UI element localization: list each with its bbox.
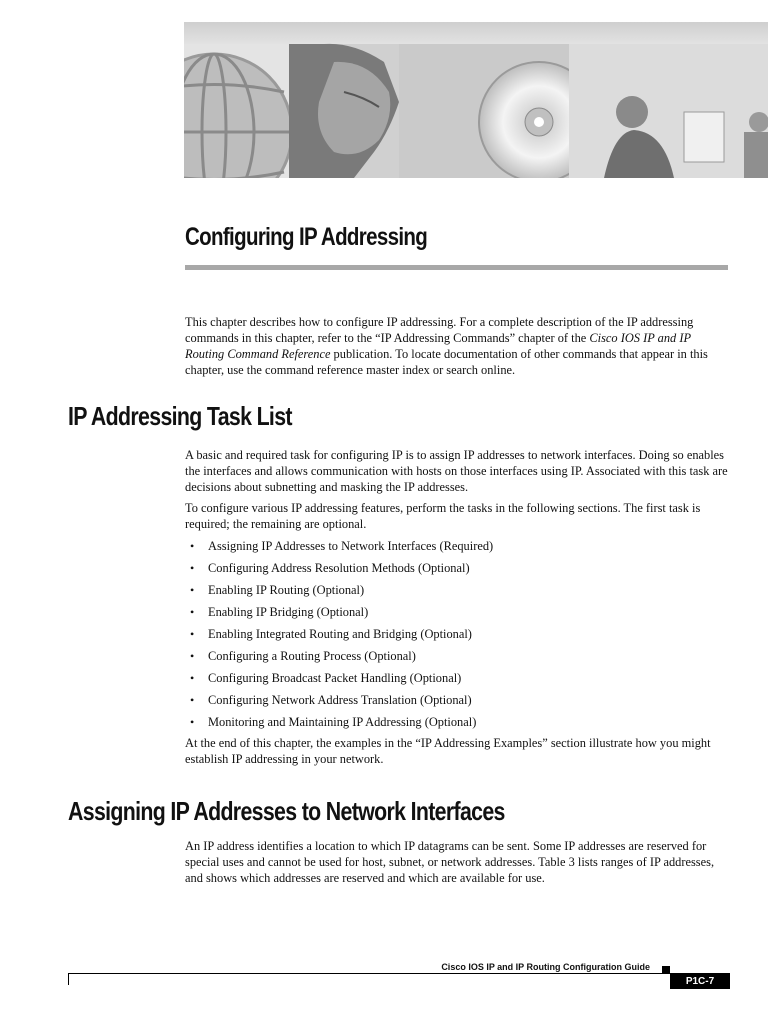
task-list-paragraph-2: To configure various IP addressing features, perform the tasks in the following sections. The first task is required; the remaining are optional. [185, 501, 701, 531]
task-list-item[interactable] [185, 582, 730, 604]
reference-book-title: Cisco IOS IP and IP Routing Command Reference [185, 331, 691, 361]
intro-text-end: publication. To locate documentation of other commands that appear in this chapter, use the command reference master index or search online. [185, 347, 708, 377]
task-list-item[interactable] [185, 560, 730, 582]
computer-user-graphic [569, 44, 768, 178]
chapter-banner-image [184, 22, 768, 178]
section-heading-assigning: Assigning IP Addresses to Network Interfaces [68, 796, 505, 826]
task-list-item[interactable] [185, 538, 730, 560]
task-list-item[interactable] [185, 604, 730, 626]
assign-paragraph-1: An IP address identifies a location to which IP datagrams can be sent. Some IP addresses are reserved for special uses and cannot be used for host, subnet, or network addresses. Table 3 lists ranges of IP addresses, and shows which addresses are reserved and which are available for use. [185, 839, 715, 885]
task-list-item-label: Enabling Integrated Routing and Bridging (Optional) [208, 627, 472, 641]
task-list-item[interactable] [185, 670, 730, 692]
banner-illustration [184, 22, 768, 178]
footer-tick [68, 973, 69, 985]
task-list-paragraph-1: A basic and required task for configuring IP is to assign IP addresses to network interfaces. Doing so enables the interfaces and allows communication with hosts on those interfaces using IP. Associated with this task are decisions about subnetting and masking the IP addresses. [185, 448, 728, 494]
task-list-item-label: Configuring Address Resolution Methods (Optional) [208, 561, 470, 575]
task-list [185, 538, 730, 736]
bullet-icon: • [190, 693, 195, 707]
bullet-icon: • [190, 583, 195, 597]
bullet-icon: • [190, 605, 195, 619]
footer-guide-title: Cisco IOS IP and IP Routing Configuration Guide [441, 962, 650, 972]
bullet-icon: • [190, 649, 195, 663]
intro-text-start: This chapter describes how to configure IP addressing. For a complete description of the IP addressing commands in this chapter, refer to the “IP Addressing Commands” chapter of the [185, 315, 694, 345]
footer-rule [68, 973, 730, 974]
bullet-icon: • [190, 715, 195, 729]
bullet-icon: • [190, 671, 195, 685]
task-list-paragraph-3: At the end of this chapter, the examples in the “IP Addressing Examples” section illustrate how you might establish IP addressing in your network. [185, 736, 711, 766]
page-number: P1C-7 [670, 974, 730, 989]
person-graphic [289, 44, 399, 178]
task-list-item[interactable] [185, 714, 730, 736]
title-rule [185, 265, 728, 270]
task-list-item-label: Configuring a Routing Process (Optional) [208, 649, 416, 663]
chapter-title: Configuring IP Addressing [185, 223, 428, 251]
task-list-item[interactable] [185, 692, 730, 714]
bullet-icon: • [190, 627, 195, 641]
task-list-item[interactable] [185, 626, 730, 648]
task-list-item-label: Monitoring and Maintaining IP Addressing (Optional) [208, 715, 477, 729]
task-list-item-label: Enabling IP Bridging (Optional) [208, 605, 369, 619]
task-list-item[interactable] [185, 648, 730, 670]
chapter-intro-paragraph [185, 314, 730, 378]
section-heading-task-list: IP Addressing Task List [68, 401, 292, 431]
task-list-item-label: Configuring Broadcast Packet Handling (Optional) [208, 671, 462, 685]
task-list-item-label: Enabling IP Routing (Optional) [208, 583, 365, 597]
task-list-item-label: Configuring Network Address Translation (Optional) [208, 693, 472, 707]
task-list-item-label: Assigning IP Addresses to Network Interfaces (Required) [208, 539, 494, 553]
bullet-icon: • [190, 561, 195, 575]
bullet-icon: • [190, 539, 195, 553]
